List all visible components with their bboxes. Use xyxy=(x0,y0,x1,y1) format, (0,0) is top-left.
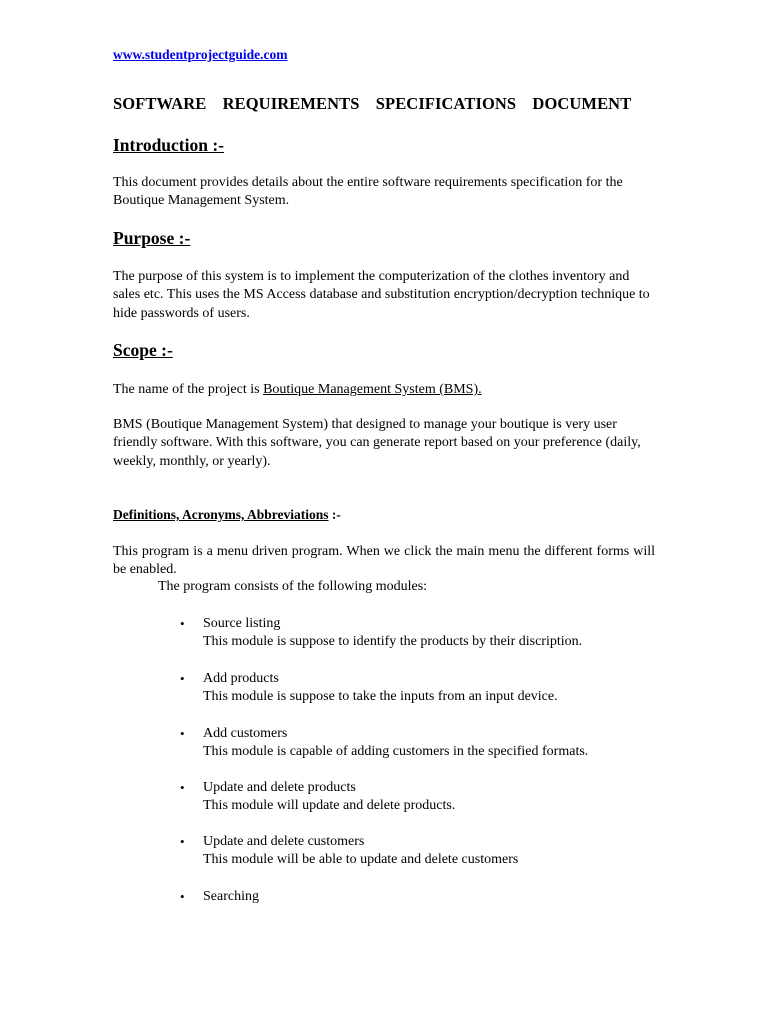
scope-project-name-line xyxy=(113,381,658,399)
module-description: This module will be able to update and delete customers xyxy=(203,852,519,868)
modules-intro: The program consists of the following modules: xyxy=(158,579,428,594)
website-link[interactable]: www.studentprojectguide.com xyxy=(113,47,288,62)
module-description: This module is suppose to identify the products by their discription. xyxy=(203,634,583,650)
bullet-icon: • xyxy=(180,834,185,849)
purpose-paragraph: The purpose of this system is to implement the computerization of the clothes inventory and sales etc. This uses the MS Access database and substitution encryption/decryption technique to hide passwords of users. xyxy=(113,269,650,321)
module-description: This module is capable of adding customers in the specified formats. xyxy=(203,744,589,760)
scope-project-name-prefix: The name of the project is xyxy=(113,382,264,397)
definitions-heading xyxy=(113,507,341,523)
definitions-paragraph: This program is a menu driven program. When we click the main menu the different forms will be enabled. xyxy=(113,544,655,578)
bullet-icon: • xyxy=(180,889,185,904)
bullet-icon: • xyxy=(180,780,185,795)
introduction-heading xyxy=(113,135,224,156)
purpose-heading-text: Purpose :- xyxy=(113,228,191,248)
module-title: Update and delete products xyxy=(203,780,356,795)
definitions-heading-suffix: :- xyxy=(328,507,341,522)
bullet-icon: • xyxy=(180,671,185,686)
document-title: SOFTWARE REQUIREMENTS SPECIFICATIONS DOCUMENT xyxy=(113,94,632,113)
definitions-heading-text: Definitions, Acronyms, Abbreviations xyxy=(113,507,329,522)
bullet-icon: • xyxy=(180,726,185,741)
scope-project-name: Boutique Management System (BMS). xyxy=(263,382,482,397)
module-title: Add customers xyxy=(203,726,288,741)
scope-heading-text: Scope :- xyxy=(113,340,173,360)
module-description: This module is suppose to take the inputs from an input device. xyxy=(203,689,558,705)
module-title: Source listing xyxy=(203,616,281,631)
introduction-heading-text: Introduction :- xyxy=(113,135,225,155)
bullet-icon: • xyxy=(180,616,185,631)
purpose-heading xyxy=(113,228,190,249)
scope-heading xyxy=(113,340,173,361)
module-description: This module will update and delete products. xyxy=(203,798,456,814)
module-title: Update and delete customers xyxy=(203,834,365,849)
scope-description: BMS (Boutique Management System) that designed to manage your boutique is very user friendly software. With this software, you can generate report based on your preference (daily, weekly, monthly, or yearly). xyxy=(113,417,641,469)
module-title: Add products xyxy=(203,671,279,686)
introduction-paragraph: This document provides details about the entire software requirements specification for the Boutique Management System. xyxy=(113,175,623,209)
module-title: Searching xyxy=(203,889,259,904)
